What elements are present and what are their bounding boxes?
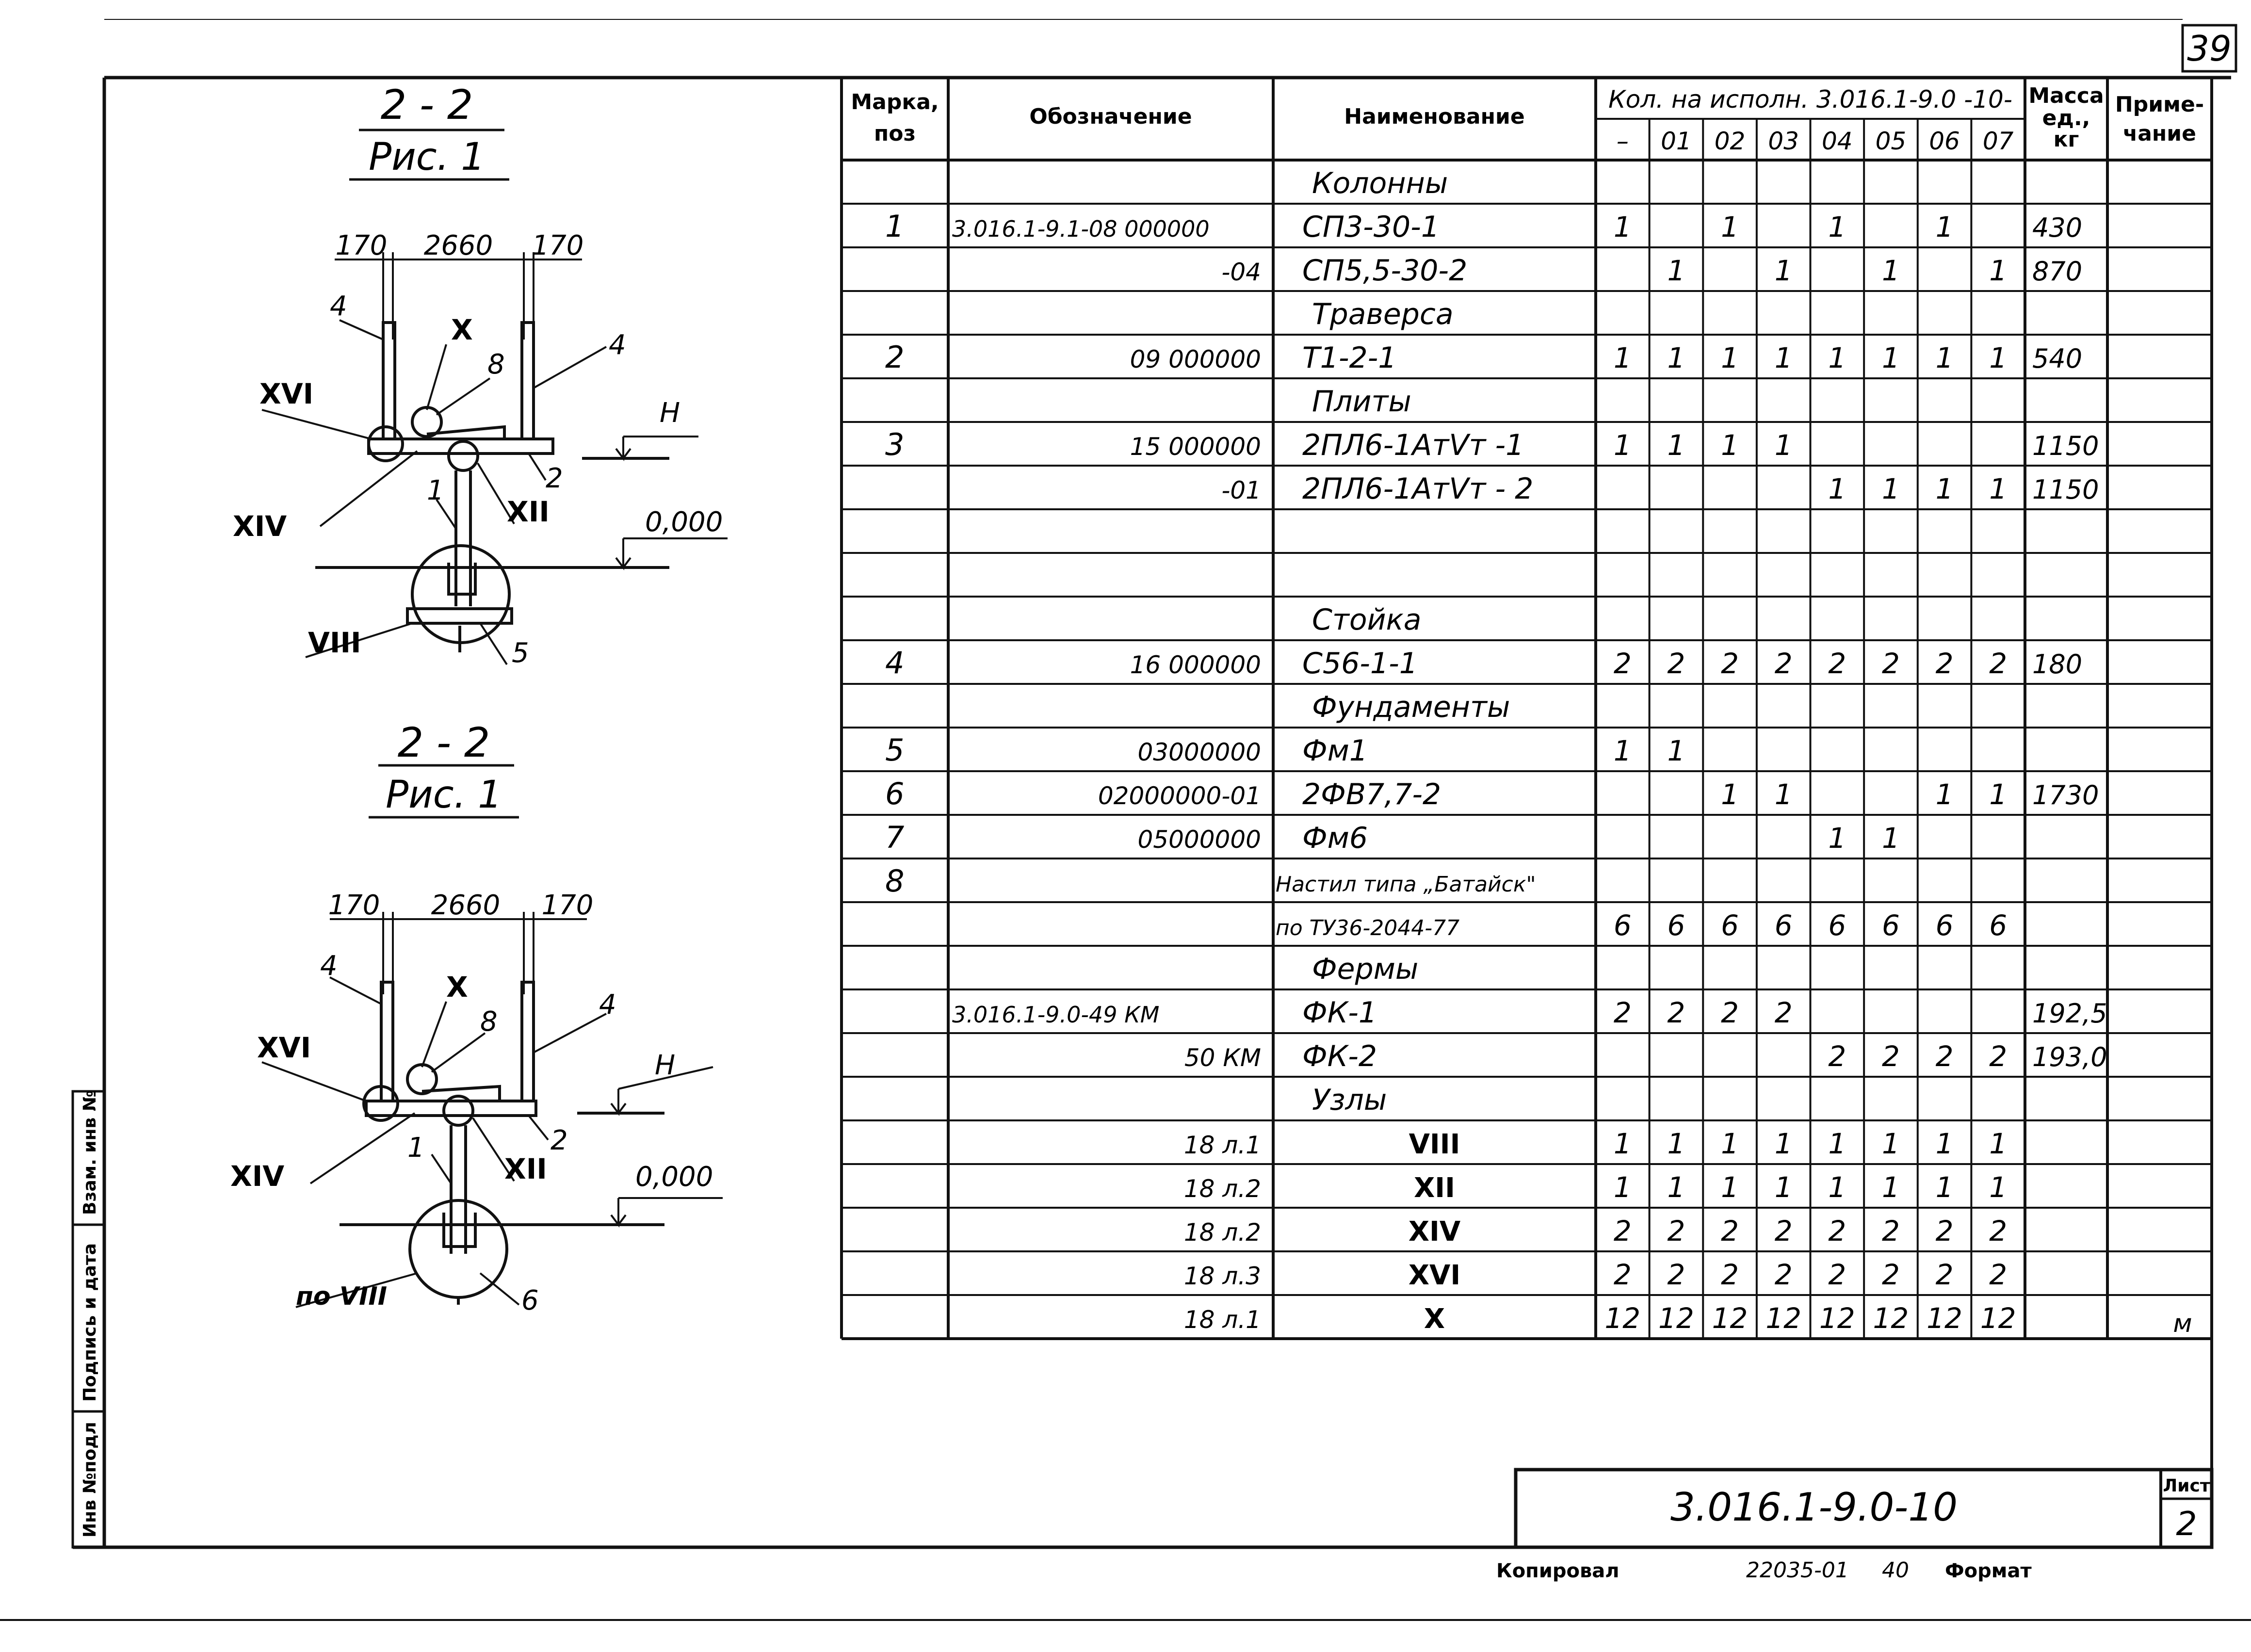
row-name: 2ФВ7,7-2 [1302, 777, 1441, 811]
row-qty: 1 [1935, 211, 1954, 243]
view-2-pos-bottom: 6 [521, 1285, 539, 1316]
row-mark: 1 [885, 209, 905, 244]
view-1-dim-left: 170 [335, 230, 388, 261]
header-variant: 02 [1714, 127, 1746, 155]
row-qty: 2 [1935, 1258, 1954, 1291]
row-qty: 1 [1828, 1127, 1846, 1160]
row-qty: 2 [1881, 647, 1900, 680]
row-qty: 1 [1828, 822, 1846, 855]
row-designation: 05000000 [1137, 826, 1261, 854]
view-1-node-xvi: XVI [259, 377, 314, 410]
row-qty: 2 [1881, 1258, 1900, 1291]
view-1-pos1: 1 [427, 475, 444, 506]
row-qty: 1 [1613, 429, 1632, 462]
row-designation: 18 л.2 [1183, 1175, 1261, 1203]
row-note: м [2173, 1309, 2192, 1338]
view-2-subtitle: Рис. 1 [386, 773, 502, 817]
row-qty: 2 [1989, 1258, 2008, 1291]
row-qty: 2 [1613, 647, 1632, 680]
row-qty: 1 [1667, 429, 1685, 462]
view-2-level-zero: 0,000 [635, 1161, 713, 1193]
row-qty: 12 [1712, 1302, 1748, 1335]
view-1-dim-right: 170 [532, 230, 584, 261]
view-2 [230, 719, 723, 1316]
row-name: по ТУ36-2044-77 [1276, 916, 1460, 940]
row-qty: 1 [1721, 429, 1739, 462]
header-designation: Обозначение [1029, 104, 1192, 129]
row-qty: 1 [1774, 1171, 1793, 1204]
row-qty: 1 [1881, 1171, 1900, 1204]
row-qty: 2 [1774, 996, 1793, 1029]
row-qty: 1 [1881, 341, 1900, 374]
row-qty: 1 [1935, 472, 1954, 505]
row-qty: 2 [1613, 1258, 1632, 1291]
row-mass: 540 [2032, 343, 2083, 374]
row-qty: 12 [1604, 1302, 1641, 1335]
row-designation: 18 л.3 [1183, 1262, 1261, 1290]
row-name: СП5,5-30-2 [1302, 254, 1468, 288]
row-qty: 2 [1881, 1215, 1900, 1247]
row-name: Фм1 [1302, 734, 1368, 768]
row-mass: 430 [2032, 212, 2083, 243]
row-name: XII [1414, 1172, 1455, 1204]
row-qty: 2 [1828, 1215, 1846, 1247]
row-qty: 1 [1774, 1127, 1793, 1160]
view-1-level-zero: 0,000 [645, 506, 723, 538]
row-name: Узлы [1312, 1083, 1387, 1117]
row-designation: 18 л.1 [1183, 1131, 1261, 1159]
row-qty: 2 [1989, 1215, 2008, 1247]
row-qty: 6 [1881, 909, 1900, 942]
row-name: Плиты [1312, 385, 1411, 419]
row-qty: 1 [1721, 211, 1739, 243]
row-qty: 2 [1774, 1258, 1793, 1291]
header-variant: 01 [1661, 127, 1692, 155]
row-qty: 2 [1667, 996, 1685, 1029]
row-designation: 09 000000 [1130, 345, 1261, 373]
header-name: Наименование [1344, 104, 1525, 129]
row-qty: 2 [1667, 647, 1685, 680]
view-2-pos1: 1 [407, 1132, 425, 1164]
row-qty: 6 [1667, 909, 1685, 942]
row-qty: 2 [1935, 647, 1954, 680]
row-qty: 1 [1613, 1127, 1632, 1160]
title-designation: 3.016.1-9.0-10 [1670, 1485, 1958, 1530]
row-qty: 2 [1667, 1258, 1685, 1291]
row-name: ФК-2 [1302, 1039, 1377, 1073]
row-mass: 870 [2032, 256, 2083, 287]
view-1-pos4-right: 4 [609, 329, 626, 361]
row-designation: 15 000000 [1130, 433, 1261, 461]
row-qty: 1 [1881, 1127, 1900, 1160]
header-mass-kg: кг [2053, 127, 2079, 152]
row-qty: 1 [1774, 778, 1793, 811]
row-qty: 6 [1935, 909, 1954, 942]
row-qty: 12 [1819, 1302, 1855, 1335]
row-designation: 03000000 [1137, 738, 1261, 766]
header-mass-unit: ед., [2042, 106, 2090, 130]
row-qty: 12 [1927, 1302, 1962, 1335]
side-stamp-replace: Взам. инв № [80, 1090, 100, 1215]
row-qty: 2 [1828, 1258, 1846, 1291]
view-2-pos2: 2 [551, 1125, 568, 1156]
row-qty: 1 [1935, 778, 1954, 811]
side-stamp-inv: Инв №подл [80, 1422, 100, 1538]
row-mark: 4 [885, 645, 905, 680]
row-qty: 2 [1721, 996, 1739, 1029]
row-qty: 2 [1989, 1040, 2008, 1073]
view-1-node-xiv: XIV [233, 510, 287, 543]
row-designation: -04 [1221, 258, 1261, 286]
row-qty: 1 [1881, 254, 1900, 287]
view-1-subtitle: Рис. 1 [369, 135, 485, 179]
header-variant: 07 [1982, 127, 2014, 155]
row-qty: 1 [1721, 778, 1739, 811]
format-number: 40 [1882, 1558, 1909, 1583]
page-number: 39 [2187, 28, 2232, 69]
view-1-pos8: 8 [487, 349, 505, 380]
row-qty: 1 [1828, 341, 1846, 374]
sheet-number: 2 [2176, 1505, 2197, 1543]
copied-label: Копировал [1496, 1560, 1619, 1582]
row-qty: 2 [1667, 1215, 1685, 1247]
view-2-pos4-left: 4 [320, 950, 338, 982]
header-variant: 04 [1822, 127, 1853, 155]
side-stamp-sign: Подпись и дата [80, 1243, 100, 1402]
row-qty: 12 [1873, 1302, 1909, 1335]
row-qty: 1 [1667, 734, 1685, 767]
row-qty: 1 [1989, 254, 2008, 287]
view-1 [233, 81, 728, 669]
row-name: Фм6 [1302, 821, 1368, 855]
view-2-node-xvi: XVI [257, 1031, 311, 1064]
specification-table [842, 78, 2212, 1339]
view-1-pos4-left: 4 [330, 291, 347, 322]
row-designation: 50 КМ [1184, 1044, 1261, 1072]
row-qty: 1 [1721, 341, 1739, 374]
row-name: С56-1-1 [1302, 647, 1418, 680]
row-qty: 1 [1989, 1127, 2008, 1160]
header-qty-group: Кол. на исполн. 3.016.1-9.0 -10- [1608, 85, 2012, 113]
row-qty: 2 [1935, 1215, 1954, 1247]
header-variant: 05 [1875, 127, 1907, 155]
row-qty: 6 [1721, 909, 1739, 942]
row-qty: 1 [1935, 1127, 1954, 1160]
row-name: Т1-2-1 [1302, 341, 1397, 375]
row-qty: 6 [1613, 909, 1632, 942]
row-name: Колонны [1312, 166, 1448, 200]
row-qty: 1 [1989, 778, 2008, 811]
row-designation: -01 [1221, 476, 1261, 504]
row-qty: 2 [1613, 1215, 1632, 1247]
page-number-box [2183, 25, 2236, 71]
row-qty: 1 [1774, 429, 1793, 462]
header-mass: Масса [2028, 83, 2104, 108]
row-name: Настил типа „Батайск" [1276, 872, 1536, 897]
header-variant: – [1616, 127, 1629, 155]
row-designation: 18 л.1 [1183, 1306, 1261, 1334]
view-1-node-bottom: VIII [308, 626, 361, 659]
row-qty: 12 [1765, 1302, 1802, 1335]
row-qty: 1 [1881, 472, 1900, 505]
view-2-dim-left: 170 [328, 890, 380, 921]
row-qty: 1 [1935, 1171, 1954, 1204]
view-1-node-xii: XII [507, 495, 550, 528]
row-name: Траверса [1312, 297, 1454, 331]
row-designation: 3.016.1-9.1-08 000000 [952, 216, 1210, 242]
view-2-node-bottom: по VIII [296, 1282, 388, 1311]
row-mass: 1150 [2032, 431, 2099, 461]
view-2-node-xii: XII [504, 1152, 547, 1185]
header-variant: 03 [1768, 127, 1799, 155]
view-2-title: 2 - 2 [397, 719, 490, 766]
row-qty: 2 [1774, 1215, 1793, 1247]
header-note: Приме- [2115, 92, 2204, 117]
row-mark: 2 [885, 340, 905, 375]
row-qty: 1 [1989, 472, 2008, 505]
row-qty: 1 [1667, 254, 1685, 287]
row-name: VIII [1409, 1129, 1460, 1160]
row-qty: 1 [1774, 341, 1793, 374]
view-2-pos8: 8 [480, 1006, 498, 1037]
row-designation: 16 000000 [1130, 651, 1261, 679]
view-2-level-h: Н [655, 1050, 676, 1081]
row-qty: 1 [1935, 341, 1954, 374]
view-2-dim-right: 170 [541, 890, 594, 921]
row-name: Фундаменты [1312, 690, 1510, 724]
header-variant: 06 [1929, 127, 1960, 155]
row-qty: 2 [1935, 1040, 1954, 1073]
row-qty: 2 [1721, 1215, 1739, 1247]
row-qty: 6 [1774, 909, 1793, 942]
row-name: XIV [1408, 1216, 1461, 1247]
view-1-node-x: X [451, 313, 473, 346]
row-name: Фермы [1312, 952, 1419, 986]
row-mass: 1730 [2032, 780, 2099, 810]
row-qty: 1 [1881, 822, 1900, 855]
row-designation: 18 л.2 [1183, 1218, 1261, 1247]
row-qty: 2 [1613, 996, 1632, 1029]
row-designation: 02000000-01 [1098, 782, 1261, 810]
row-mark: 7 [885, 820, 905, 855]
row-name: ФК-1 [1302, 996, 1377, 1030]
view-2-node-xiv: XIV [230, 1160, 285, 1193]
row-qty: 1 [1828, 211, 1846, 243]
row-qty: 2 [1721, 647, 1739, 680]
row-mass: 1150 [2032, 474, 2099, 505]
row-name: СП3-30-1 [1302, 210, 1440, 244]
row-qty: 1 [1721, 1127, 1739, 1160]
row-qty: 1 [1613, 211, 1632, 243]
view-1-pos-bottom: 5 [512, 637, 529, 669]
row-qty: 1 [1667, 1171, 1685, 1204]
row-designation: 3.016.1-9.0-49 КМ [952, 1002, 1160, 1028]
row-name: Стойка [1312, 603, 1422, 637]
view-1-title: 2 - 2 [380, 81, 473, 129]
row-qty: 2 [1828, 1040, 1846, 1073]
row-qty: 1 [1667, 1127, 1685, 1160]
row-qty: 12 [1980, 1302, 2016, 1335]
sheet-label: Лист [2163, 1476, 2210, 1496]
row-qty: 1 [1721, 1171, 1739, 1204]
row-qty: 1 [1828, 1171, 1846, 1204]
header-mark-sub: поз [874, 121, 916, 146]
row-qty: 1 [1774, 254, 1793, 287]
row-name: X [1424, 1303, 1445, 1335]
row-mass: 193,0 [2032, 1042, 2107, 1072]
row-name: 2ПЛ6-1АтVт -1 [1302, 428, 1524, 462]
row-qty: 1 [1828, 472, 1846, 505]
row-qty: 2 [1989, 647, 2008, 680]
row-qty: 6 [1828, 909, 1846, 942]
row-qty: 2 [1721, 1258, 1739, 1291]
header-note-sub: чание [2123, 121, 2196, 146]
row-mark: 6 [885, 776, 905, 811]
row-mark: 8 [885, 863, 905, 899]
view-2-node-x: X [446, 971, 468, 1004]
row-mark: 5 [885, 732, 905, 768]
row-qty: 2 [1774, 647, 1793, 680]
row-qty: 1 [1667, 341, 1685, 374]
row-name: XVI [1408, 1260, 1461, 1291]
row-qty: 1 [1989, 341, 2008, 374]
row-mass: 180 [2032, 649, 2083, 680]
row-qty: 12 [1658, 1302, 1694, 1335]
view-1-level-h: Н [660, 397, 680, 429]
view-2-dim-mid: 2660 [431, 890, 501, 921]
view-1-dim-mid: 2660 [423, 230, 493, 261]
view-1-pos2: 2 [546, 463, 563, 494]
row-qty: 2 [1828, 647, 1846, 680]
row-mass: 192,5 [2032, 998, 2107, 1029]
format-label: Формат [1945, 1560, 2032, 1582]
view-2-pos4-right: 4 [599, 989, 616, 1020]
row-qty: 1 [1613, 341, 1632, 374]
row-mark: 3 [885, 427, 905, 462]
row-qty: 1 [1613, 734, 1632, 767]
header-mark: Марка, [851, 90, 939, 114]
row-qty: 1 [1989, 1171, 2008, 1204]
row-qty: 2 [1881, 1040, 1900, 1073]
row-qty: 1 [1613, 1171, 1632, 1204]
format-code: 22035-01 [1746, 1558, 1849, 1583]
row-qty: 6 [1989, 909, 2008, 942]
row-name: 2ПЛ6-1АтVт - 2 [1302, 472, 1534, 506]
